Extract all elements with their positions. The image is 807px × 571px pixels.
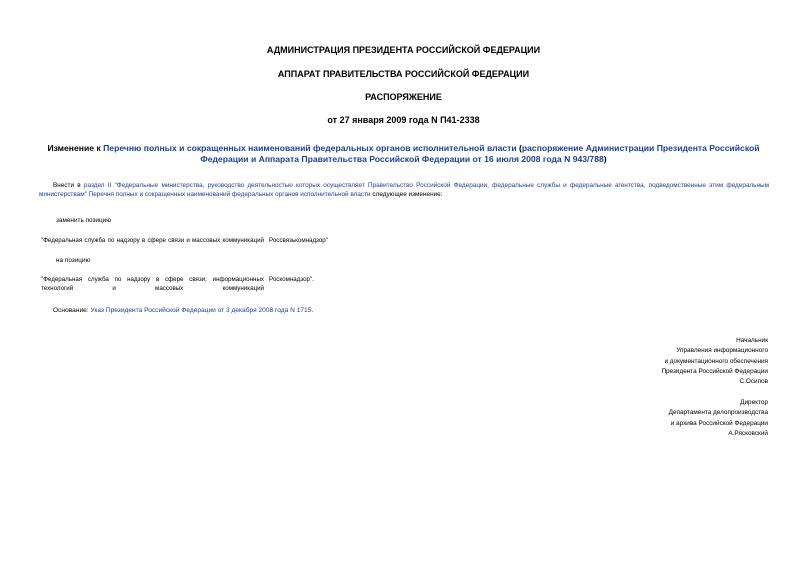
signature-line: и архива Российской Федерации bbox=[670, 419, 768, 427]
document-type: РАСПОРЯЖЕНИЕ bbox=[365, 92, 442, 102]
link-source-order[interactable]: распоряжение Администрации Президента Российской Федерации и Аппарата Правительства Российской Федерации от 16 июля 2008 года N 943/788 bbox=[200, 143, 760, 164]
signature-block-osipov bbox=[661, 336, 768, 387]
title-suffix: ) bbox=[603, 154, 607, 164]
link-section-ii[interactable]: раздел II "Федеральные министерства, руководство деятельностью которых осуществляет Правительство Российской Федерации, федеральные службы и федеральные агентства, подведомственные этим федеральным министерствам" Перечня полных и сокращенных наименований федеральных органов исполнительной власти bbox=[39, 182, 770, 198]
issuer-government-office: АППАРАТ ПРАВИТЕЛЬСТВА РОССИЙСКОЙ ФЕДЕРАЦИИ bbox=[277, 69, 530, 79]
signatory-name: А.Рясковский bbox=[728, 429, 768, 437]
on-label: на позицию bbox=[56, 257, 91, 264]
signature-line: Директор bbox=[740, 399, 768, 406]
replace-label: заменить позицию bbox=[56, 217, 112, 224]
intro-before: Внести в bbox=[53, 182, 84, 189]
link-list-of-names[interactable]: Перечню полных и сокращенных наименований федеральных органов исполнительной власти bbox=[103, 143, 517, 153]
basis-suffix: . bbox=[311, 307, 314, 314]
link-presidential-decree[interactable]: Указ Президента Российской Федерации от 3 декабря 2008 года N 1715 bbox=[90, 307, 312, 314]
signature-line: и документационного обеспечения bbox=[664, 357, 768, 365]
basis-line bbox=[53, 306, 313, 315]
basis-prefix: Основание: bbox=[53, 307, 91, 314]
signature-line: Департамента делопроизводства bbox=[668, 409, 768, 417]
document-title bbox=[40, 143, 767, 165]
signature-line: Президента Российской Федерации bbox=[661, 367, 768, 375]
signature-line: Начальник bbox=[736, 337, 768, 344]
old-position-name: "Федеральная служба по надзору в сфере связи и массовых коммуникаций bbox=[41, 237, 264, 244]
signature-block-ryaskovsky bbox=[669, 398, 768, 439]
intro-after: следующее изменение: bbox=[370, 191, 443, 198]
title-prefix: Изменение к bbox=[47, 143, 104, 153]
new-position-abbr: Роскомнадзор". bbox=[269, 276, 314, 283]
signature-line: Управления информационного bbox=[676, 347, 768, 355]
title-middle: ( bbox=[516, 143, 522, 153]
old-position-abbr: Россвязькомнадзор" bbox=[269, 237, 328, 244]
new-position-name: "Федеральная служба по надзору в сфере связи, информационных технологий и массовых коммуникаций bbox=[41, 276, 264, 292]
signatory-name: С.Осипов bbox=[739, 378, 768, 386]
issuer-administration: АДМИНИСТРАЦИЯ ПРЕЗИДЕНТА РОССИЙСКОЙ ФЕДЕРАЦИИ bbox=[266, 45, 541, 55]
intro-paragraph bbox=[39, 181, 769, 199]
document-date-number: от 27 января 2009 года N П41-2338 bbox=[327, 115, 480, 125]
